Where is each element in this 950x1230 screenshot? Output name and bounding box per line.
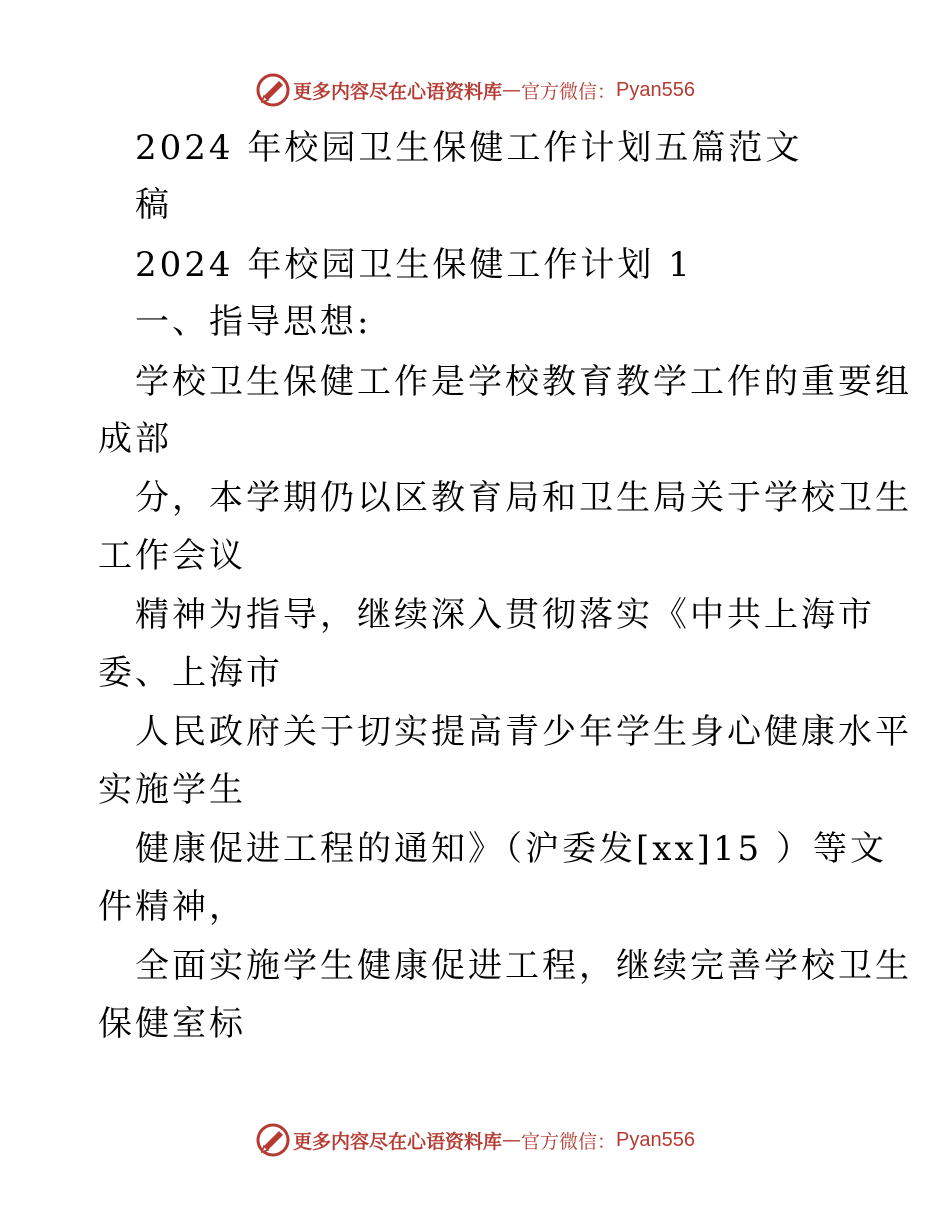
subsection-heading: 一、指导思想:: [135, 302, 372, 342]
banner-separator: —: [502, 1129, 522, 1151]
paragraph-line: 分，本学期仍以区教育局和卫生局关于学校卫生: [135, 478, 912, 518]
paragraph-line: 工作会议: [98, 536, 246, 576]
footer-banner: [0, 1120, 950, 1160]
paragraph-line: 成部: [98, 419, 172, 459]
paragraph-line: 委、上海市: [98, 653, 283, 693]
banner-wechat-id: Pyan556: [616, 1128, 695, 1151]
banner-wechat-label: 官方微信：: [521, 1130, 617, 1153]
paragraph-line: 件精神，: [98, 887, 246, 927]
document-title-continued: 稿: [135, 185, 172, 225]
logo-icon: [255, 1122, 291, 1158]
header-banner: [0, 70, 950, 110]
paragraph-line: 精神为指导，继续深入贯彻落实《中共上海市: [135, 595, 875, 635]
banner-main-text: 更多内容尽在心语资料库: [293, 1130, 503, 1153]
paragraph-line: 全面实施学生健康促进工程，继续完善学校卫生: [135, 946, 912, 986]
paragraph-line: 健康促进工程的通知》（沪委发[xx]15 ）等文: [135, 829, 887, 869]
document-title: 2024 年校园卫生保健工作计划五篇范文: [135, 128, 803, 168]
paragraph-line: 保健室标: [98, 1004, 246, 1044]
paragraph-line: 学校卫生保健工作是学校教育教学工作的重要组: [135, 362, 912, 402]
banner-separator: —: [502, 79, 522, 101]
paragraph-line: 实施学生: [98, 770, 246, 810]
banner-wechat-id: Pyan556: [616, 78, 695, 101]
banner-wechat-label: 官方微信：: [521, 80, 617, 103]
section-heading: 2024 年校园卫生保健工作计划 1: [135, 245, 693, 285]
banner-main-text: 更多内容尽在心语资料库: [293, 80, 503, 103]
paragraph-line: 人民政府关于切实提高青少年学生身心健康水平: [135, 712, 912, 752]
logo-icon: [255, 72, 291, 108]
